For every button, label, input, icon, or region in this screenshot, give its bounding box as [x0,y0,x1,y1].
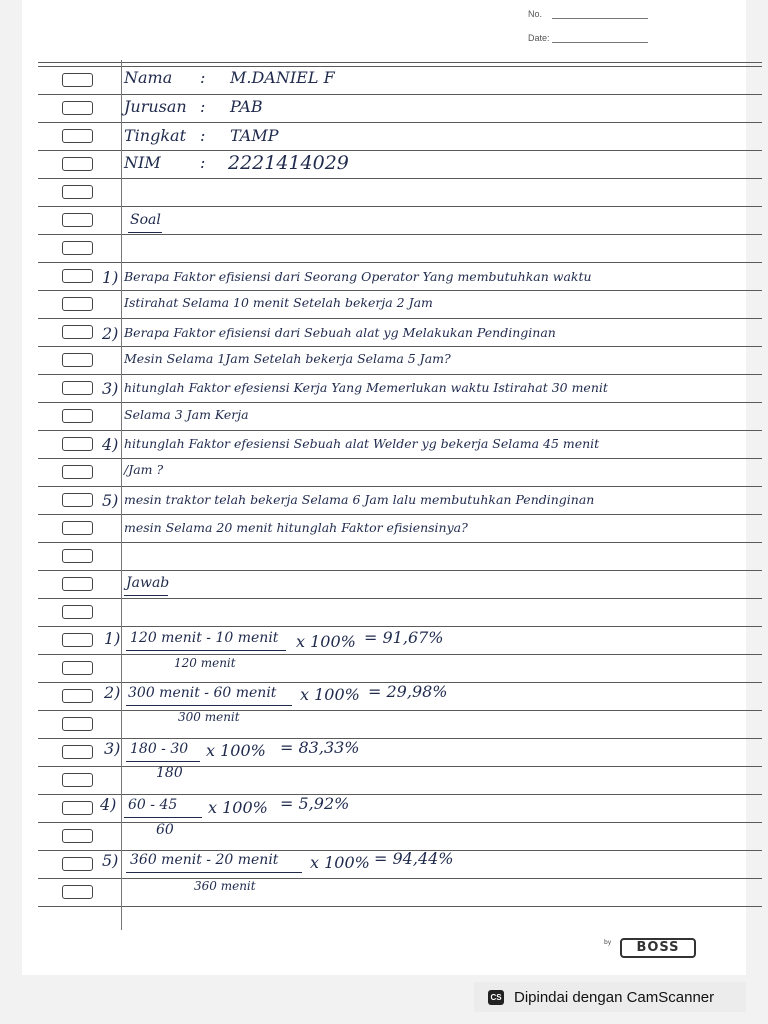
a5-operator: x 100% [310,853,370,872]
a1-result: = 91,67% [364,628,444,647]
a1-denominator: 120 menit [174,656,236,670]
boss-logo: BOSS [620,938,696,958]
a1-numerator: 120 menit - 10 menit [130,630,279,646]
a5-result: = 94,44% [374,849,454,868]
soal-heading: Soal [130,212,161,228]
a4-result: = 5,92% [280,794,350,813]
margin-checkbox [62,381,93,395]
margin-checkbox [62,129,93,143]
q1-number: 1) [102,268,119,287]
ruled-line [38,458,762,459]
q4-line1: hitunglah Faktor efesiensi Sebuah alat Welder yg bekerja Selama 45 menit [124,436,600,451]
brand-small-text: by [604,939,612,946]
margin-checkbox [62,409,93,423]
a3-operator: x 100% [206,741,266,760]
ruled-line [38,878,762,879]
sep-2: : [200,97,206,116]
ruled-line [38,178,762,179]
margin-checkbox [62,325,93,339]
sep-3: : [200,126,206,145]
a2-result: = 29,98% [368,682,448,701]
a1-operator: x 100% [296,632,356,651]
a2-denominator: 300 menit [178,710,240,724]
camscanner-icon: CS [488,990,504,1005]
a5-denominator: 360 menit [194,879,256,893]
sep-1: : [200,68,206,87]
q3-line2: Selama 3 Jam Kerja [124,407,249,422]
q3-line1: hitunglah Faktor efesiensi Kerja Yang Memerlukan waktu Istirahat 30 menit [124,380,608,395]
ruled-line [38,234,762,235]
a4-number: 4) [100,795,117,814]
margin-checkbox [62,101,93,115]
ruled-line [38,570,762,571]
margin-checkbox [62,73,93,87]
q4-number: 4) [102,435,119,454]
margin-checkbox [62,521,93,535]
q1-line2: Istirahat Selama 10 menit Setelah bekerja 2 Jam [124,295,433,310]
q2-line2: Mesin Selama 1Jam Setelah bekerja Selama 5 Jam? [124,351,451,366]
margin-checkbox [62,605,93,619]
margin-checkbox [62,857,93,871]
date-field [528,33,550,43]
ruled-line [38,402,762,403]
a2-numerator: 300 menit - 60 menit [128,685,277,701]
q3-number: 3) [102,379,119,398]
ruled-line [38,794,762,795]
jurusan-value: PAB [230,97,263,116]
ruled-line [38,66,762,67]
nim-label: NIM [124,153,161,172]
ruled-line [38,486,762,487]
margin-checkbox [62,801,93,815]
ruled-line [38,206,762,207]
nim-value: 2221414029 [228,152,349,174]
margin-checkbox [62,241,93,255]
ruled-line [38,738,762,739]
ruled-line [38,150,762,151]
nama-label: Nama [124,68,173,87]
ruled-line [38,290,762,291]
a1-number: 1) [104,629,121,648]
ruled-line [38,318,762,319]
no-field [528,9,542,19]
a2-number: 2) [104,683,121,702]
margin-checkbox [62,353,93,367]
a4-numerator: 60 - 45 [128,797,178,813]
margin-checkbox [62,297,93,311]
a3-number: 3) [104,739,121,758]
q4-line2: /Jam ? [124,462,164,477]
a5-numerator: 360 menit - 20 menit [130,852,279,868]
ruled-line [38,374,762,375]
margin-checkbox [62,717,93,731]
ruled-line [38,122,762,123]
q5-number: 5) [102,491,119,510]
camscanner-badge [474,982,746,1012]
ruled-line [38,514,762,515]
margin-checkbox [62,577,93,591]
margin-checkbox [62,773,93,787]
q5-line1: mesin traktor telah bekerja Selama 6 Jam lalu membutuhkan Pendinginan [124,492,595,507]
margin-checkbox [62,269,93,283]
date-label: Date: [528,33,550,43]
ruled-line [38,766,762,767]
a3-numerator: 180 - 30 [130,741,189,757]
jurusan-label: Jurusan [124,97,187,116]
no-label: No. [528,9,543,19]
margin-checkbox [62,185,93,199]
ruled-line [38,654,762,655]
notebook-page [22,0,746,975]
margin-checkbox [62,493,93,507]
q5-line2: mesin Selama 20 menit hitunglah Faktor efisiensinya? [124,520,468,535]
margin-checkbox [62,465,93,479]
a4-denominator: 60 [156,822,174,838]
ruled-line [38,822,762,823]
ruled-line [38,94,762,95]
a3-denominator: 180 [156,765,183,781]
jawab-heading: Jawab [126,575,170,591]
q2-number: 2) [102,324,119,343]
ruled-line [38,62,762,63]
margin-checkbox [62,745,93,759]
ruled-line [38,906,762,907]
camscanner-text: Dipindai dengan CamScanner [514,989,715,1006]
ruled-line [38,710,762,711]
ruled-line [38,346,762,347]
margin-checkbox [62,885,93,899]
margin-checkbox [62,689,93,703]
margin-checkbox [62,661,93,675]
tingkat-label: Tingkat [124,126,186,145]
nama-value: M.DANIEL F [230,68,335,87]
margin-checkbox [62,549,93,563]
a2-operator: x 100% [300,685,360,704]
q1-line1: Berapa Faktor efisiensi dari Seorang Operator Yang membutuhkan waktu [124,269,592,284]
ruled-line [38,598,762,599]
margin-checkbox [62,829,93,843]
q2-line1: Berapa Faktor efisiensi dari Sebuah alat yg Melakukan Pendinginan [124,325,556,340]
ruled-line [38,626,762,627]
a3-result: = 83,33% [280,738,360,757]
margin-line [121,60,122,930]
a5-number: 5) [102,851,119,870]
a4-operator: x 100% [208,798,268,817]
tingkat-value: TAMP [230,126,279,145]
ruled-line [38,542,762,543]
ruled-line [38,430,762,431]
ruled-line [38,262,762,263]
margin-checkbox [62,157,93,171]
sep-4: : [200,153,206,172]
margin-checkbox [62,633,93,647]
margin-checkbox [62,437,93,451]
margin-checkbox [62,213,93,227]
